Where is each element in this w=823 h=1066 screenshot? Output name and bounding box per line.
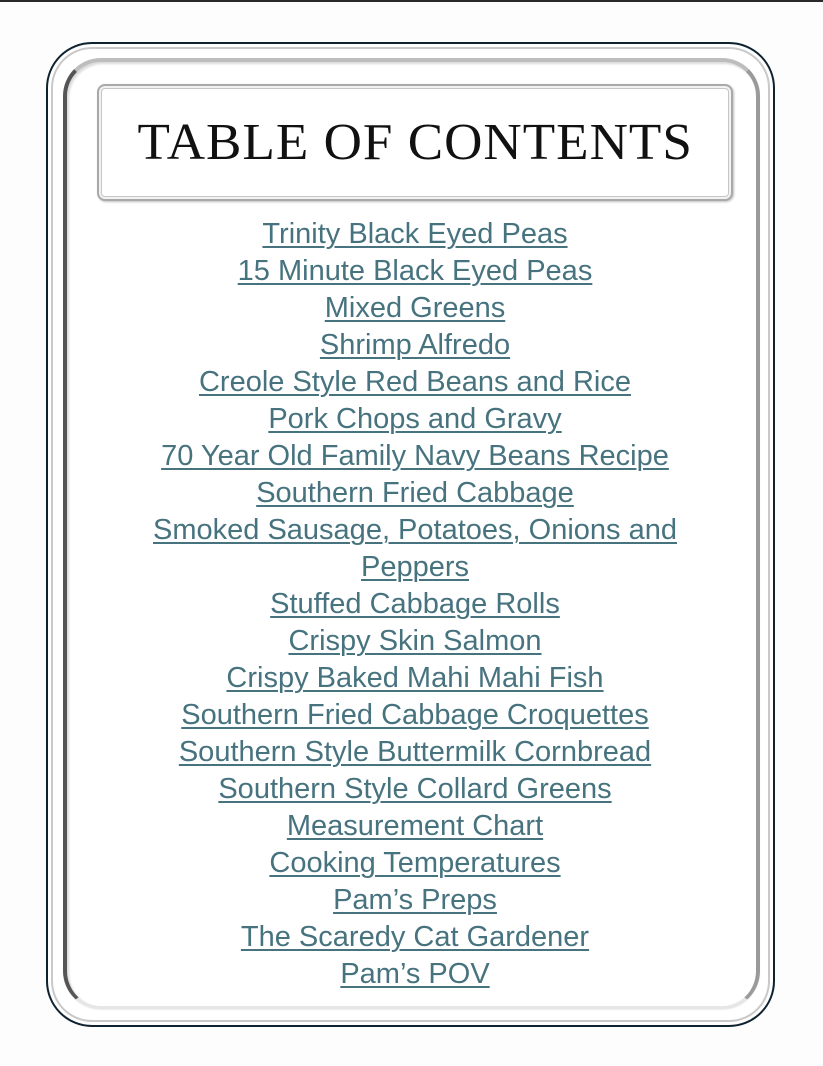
- toc-item: [120, 808, 710, 845]
- toc-item: [120, 475, 710, 512]
- toc-link-scaredy-cat-gardener[interactable]: The Scaredy Cat Gardener: [240, 921, 590, 953]
- toc-link-southern-fried-cabbage[interactable]: Southern Fried Cabbage: [256, 477, 574, 509]
- toc-item: [120, 290, 710, 327]
- toc-item: [120, 216, 710, 253]
- toc-item: [120, 919, 710, 956]
- toc-item: [120, 512, 710, 586]
- toc-item: [120, 771, 710, 808]
- toc-link-pams-pov[interactable]: Pam’s POV: [340, 958, 490, 990]
- toc-link-trinity-black-eyed-peas[interactable]: Trinity Black Eyed Peas: [262, 218, 568, 250]
- toc-link-pork-chops-gravy[interactable]: Pork Chops and Gravy: [268, 403, 562, 435]
- toc-item: [120, 401, 710, 438]
- toc-link-stuffed-cabbage-rolls[interactable]: Stuffed Cabbage Rolls: [270, 588, 560, 620]
- toc-item: [120, 253, 710, 290]
- toc-link-crispy-skin-salmon[interactable]: Crispy Skin Salmon: [288, 625, 542, 657]
- toc-link-cabbage-croquettes[interactable]: Southern Fried Cabbage Croquettes: [181, 699, 649, 731]
- toc-item: [120, 882, 710, 919]
- top-border-rule: [0, 0, 823, 2]
- toc-link-navy-beans-recipe[interactable]: 70 Year Old Family Navy Beans Recipe: [161, 440, 669, 472]
- toc-link-15-minute-black-eyed-peas[interactable]: 15 Minute Black Eyed Peas: [237, 255, 593, 287]
- toc-link-pams-preps[interactable]: Pam’s Preps: [333, 884, 497, 916]
- toc-item: [120, 845, 710, 882]
- toc-link-mixed-greens[interactable]: Mixed Greens: [324, 292, 506, 324]
- toc-link-buttermilk-cornbread[interactable]: Southern Style Buttermilk Cornbread: [178, 736, 652, 768]
- table-of-contents-list: [120, 216, 710, 993]
- toc-link-shrimp-alfredo[interactable]: Shrimp Alfredo: [319, 329, 511, 361]
- toc-item: [120, 623, 710, 660]
- toc-link-cooking-temperatures[interactable]: Cooking Temperatures: [269, 847, 561, 879]
- toc-item: [120, 660, 710, 697]
- toc-item: [120, 697, 710, 734]
- toc-link-crispy-baked-mahi-mahi[interactable]: Crispy Baked Mahi Mahi Fish: [226, 662, 604, 694]
- toc-link-measurement-chart[interactable]: Measurement Chart: [286, 810, 544, 842]
- toc-item: [120, 438, 710, 475]
- toc-item: [120, 364, 710, 401]
- toc-link-creole-red-beans-rice[interactable]: Creole Style Red Beans and Rice: [198, 366, 631, 398]
- toc-link-smoked-sausage-potatoes[interactable]: Smoked Sausage, Potatoes, Onions and Peppers: [153, 514, 677, 583]
- title-banner: [97, 84, 733, 201]
- toc-item: [120, 586, 710, 623]
- toc-item: [120, 327, 710, 364]
- toc-item: [120, 734, 710, 771]
- toc-link-collard-greens[interactable]: Southern Style Collard Greens: [218, 773, 612, 805]
- page-title: TABLE OF CONTENTS: [137, 113, 693, 171]
- toc-item: [120, 956, 710, 993]
